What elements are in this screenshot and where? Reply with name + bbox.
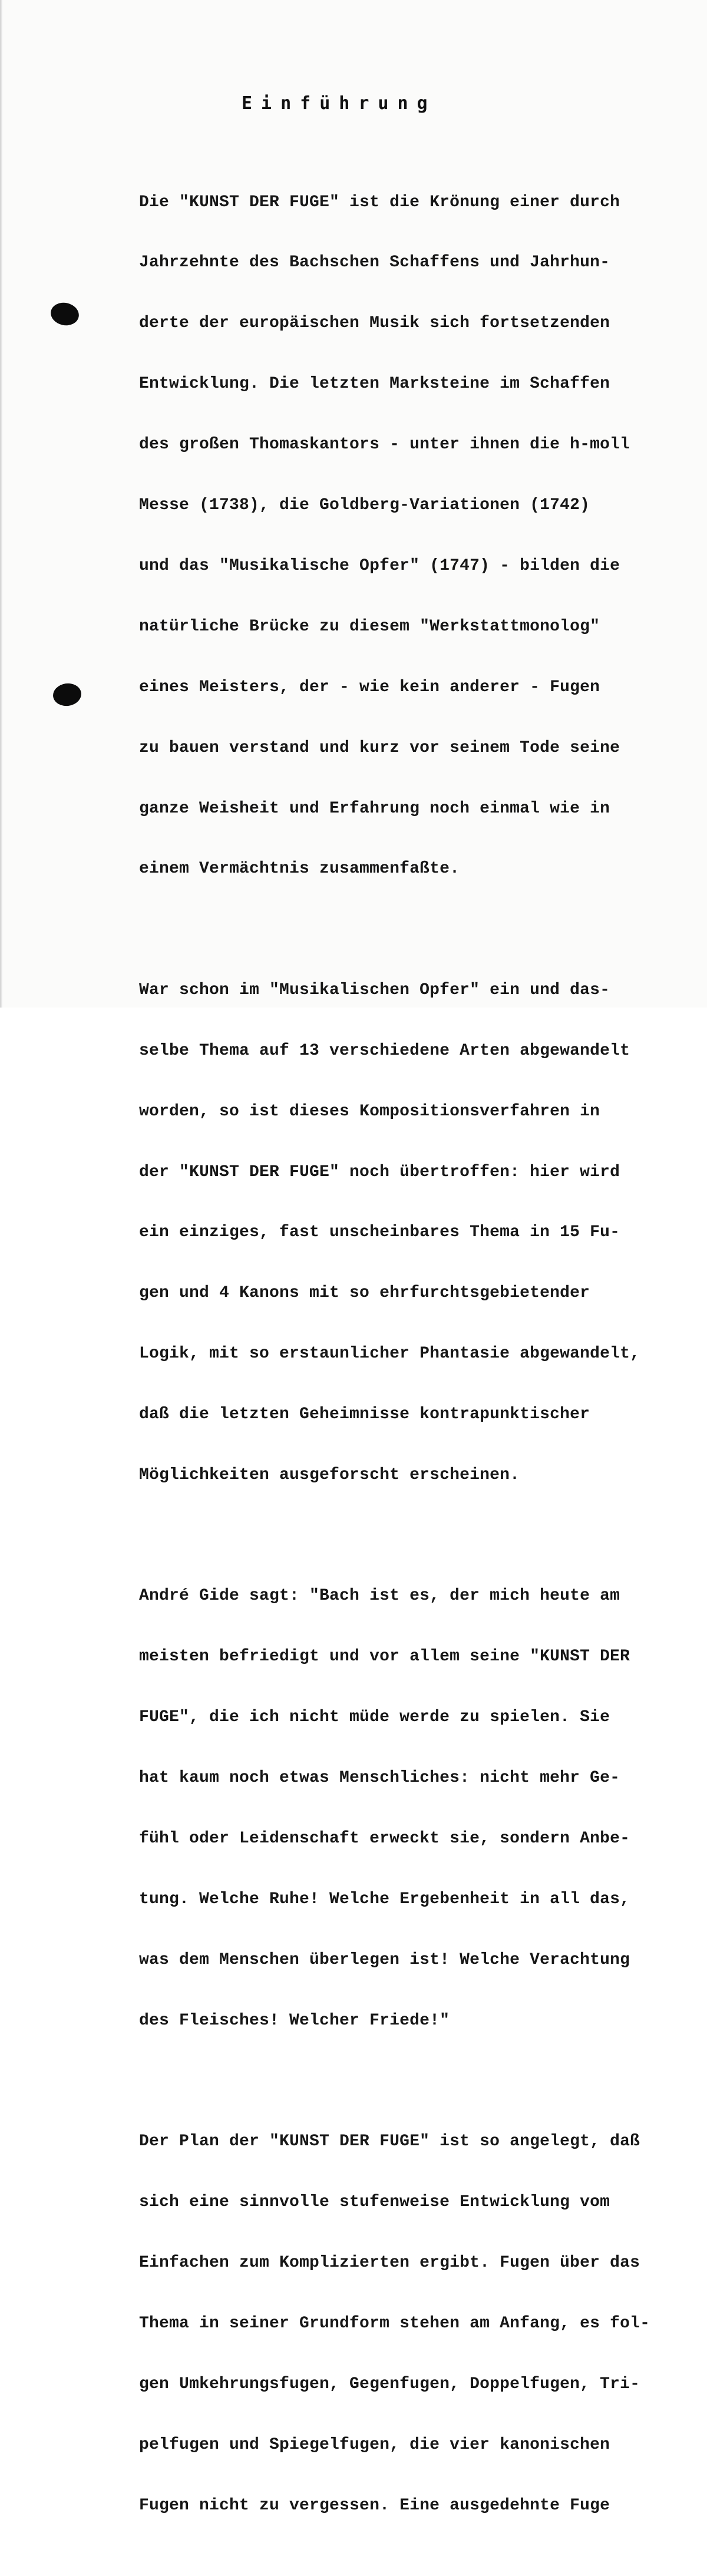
text-line: ganze Weisheit und Erfahrung noch einmal wie in [139,799,610,818]
text-line: Möglichkeiten ausgeforscht erscheinen. [139,1466,520,1484]
text-line: Der Plan der "KUNST DER FUGE" ist so angelegt, daß [139,2132,640,2151]
text-line: meisten befriedigt und vor allem seine "KUNST DER [139,1647,630,1666]
text-line: Messe (1738), die Goldberg-Variationen (1742) [139,496,590,515]
text-line: Logik, mit so erstaunlicher Phantasie abgewandelt, [139,1345,640,1363]
text-line: ein einziges, fast unscheinbares Thema in 15 Fu- [139,1223,620,1242]
text-line: eines Meisters, der - wie kein anderer - Fugen [139,678,600,696]
text-line: des Fleisches! Welcher Friede!" [139,2011,450,2030]
text-line: sich eine sinnvolle stufenweise Entwicklung vom [139,2193,610,2212]
paragraph-3 [139,1546,687,2072]
text-line: Einfachen zum Komplizierten ergibt. Fugen über das [139,2253,640,2272]
paragraph-4 [139,2092,687,2557]
text-line: Entwicklung. Die letzten Marksteine im Schaffen [139,375,610,394]
punch-hole-bottom [52,682,83,708]
text-line: FUGE", die ich nicht müde werde zu spielen. Sie [139,1708,610,1727]
text-line: selbe Thema auf 13 verschiedene Arten abgewandelt [139,1041,630,1060]
text-line: gen und 4 Kanons mit so ehrfurchtsgebietender [139,1284,590,1303]
body-text [139,152,687,2576]
binding-edge [0,0,2,1008]
text-line: worden, so ist dieses Kompositionsverfahren in [139,1102,600,1121]
text-line: fühl oder Leidenschaft erweckt sie, sondern Anbe- [139,1829,630,1848]
paragraph-2 [139,940,687,1526]
text-line: War schon im "Musikalischen Opfer" ein und das- [139,980,610,999]
text-line: der "KUNST DER FUGE" noch übertroffen: hier wird [139,1162,620,1181]
text-line: hat kaum noch etwas Menschliches: nicht mehr Ge- [139,1769,620,1788]
text-line: und das "Musikalische Opfer" (1747) - bilden die [139,556,620,575]
text-line: daß die letzten Geheimnisse kontrapunktischer [139,1405,590,1424]
text-line: Die "KUNST DER FUGE" ist die Krönung einer durch [139,193,620,212]
text-line: derte der europäischen Musik sich fortsetzenden [139,314,610,333]
text-line: zu bauen verstand und kurz vor seinem Tode seine [139,738,620,757]
text-line: André Gide sagt: "Bach ist es, der mich heute am [139,1587,620,1606]
text-line: Jahrzehnte des Bachschen Schaffens und Jahrhun- [139,253,610,272]
text-line: Fugen nicht zu vergessen. Eine ausgedehnte Fuge [139,2496,610,2515]
text-line: des großen Thomaskantors - unter ihnen die h-moll [139,435,630,454]
text-line: einem Vermächtnis zusammenfaßte. [139,860,460,879]
text-line: Thema in seiner Grundform stehen am Anfang, es fol- [139,2314,650,2333]
text-line: tung. Welche Ruhe! Welche Ergebenheit in all das, [139,1890,630,1908]
punch-hole-top [49,300,81,328]
text-line: natürliche Brücke zu diesem "Werkstattmonolog" [139,617,600,636]
text-line: was dem Menschen überlegen ist! Welche Verachtung [139,1950,630,1969]
text-line: gen Umkehrungsfugen, Gegenfugen, Doppelfugen, Tri- [139,2374,640,2393]
page-title: Einführung [242,93,437,114]
text-line: pelfugen und Spiegelfugen, die vier kanonischen [139,2435,610,2454]
paragraph-1 [139,152,687,920]
